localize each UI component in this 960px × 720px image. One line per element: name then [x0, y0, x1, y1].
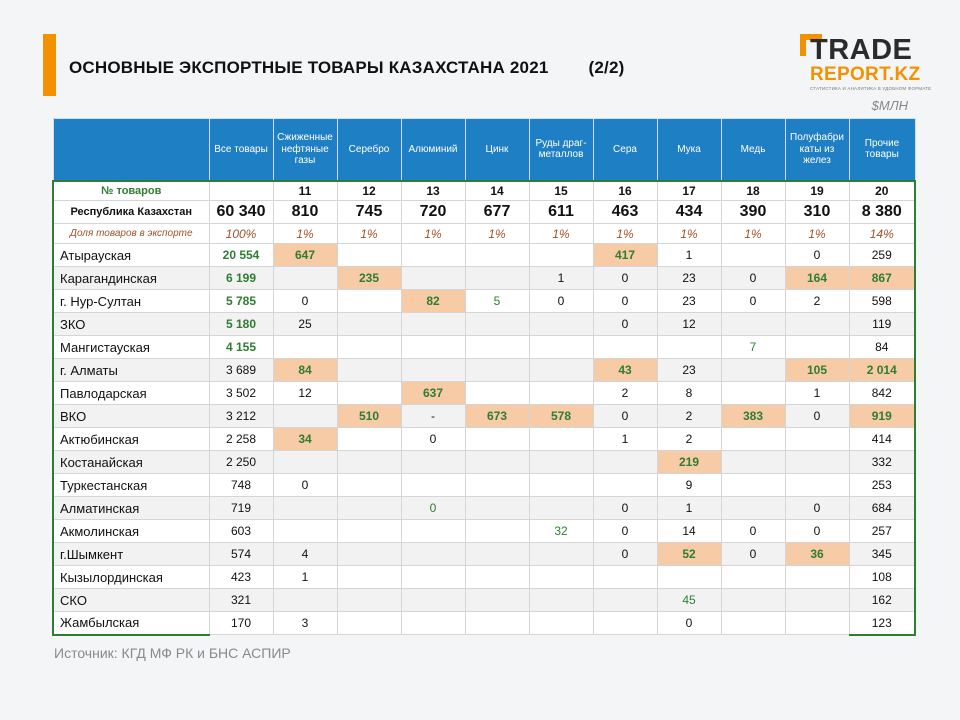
table-row-cell: 321: [209, 589, 273, 612]
table-row-cell: [337, 589, 401, 612]
table-row-cell: 0: [657, 612, 721, 635]
table-row-cell: г. Нур-Султан: [53, 290, 209, 313]
table-header-row-cell: Все товары: [209, 119, 273, 181]
table-row-cell: [721, 313, 785, 336]
table-row-cell: 259: [849, 244, 915, 267]
table-row-cell: 719: [209, 497, 273, 520]
table-row-cell: Акмолинская: [53, 520, 209, 543]
table-row: [53, 405, 915, 428]
table-row-cell: [273, 336, 337, 359]
table-row-cell: [401, 451, 465, 474]
table-row-cell: 14: [657, 520, 721, 543]
table-row-cell: [657, 566, 721, 589]
table-row-cell: 0: [593, 290, 657, 313]
table-row-cell: 2: [785, 290, 849, 313]
product-number-row-cell: 16: [593, 181, 657, 201]
export-share-row-cell: 1%: [529, 224, 593, 244]
table-row-cell: 417: [593, 244, 657, 267]
table-row-cell: [785, 589, 849, 612]
table-header-row-cell: Мука: [657, 119, 721, 181]
product-number-row-cell: 18: [721, 181, 785, 201]
table-row-cell: 5 180: [209, 313, 273, 336]
table-row-cell: [721, 451, 785, 474]
table-row: [53, 428, 915, 451]
table-header-row-cell: Цинк: [465, 119, 529, 181]
table-row-cell: 510: [337, 405, 401, 428]
table-row-cell: 0: [721, 543, 785, 566]
table-row-cell: 0: [273, 290, 337, 313]
table-row-cell: 0: [593, 313, 657, 336]
table-row-cell: 748: [209, 474, 273, 497]
table-row-cell: [465, 313, 529, 336]
table-row-cell: 0: [593, 267, 657, 290]
table-row-cell: [721, 566, 785, 589]
table-row-cell: 23: [657, 290, 721, 313]
table-row-cell: [337, 244, 401, 267]
table-row-cell: [337, 497, 401, 520]
product-number-row-cell: 17: [657, 181, 721, 201]
page-title-part: (2/2): [588, 58, 625, 77]
table-row-cell: [721, 589, 785, 612]
product-number-row-cell: 15: [529, 181, 593, 201]
table-row-cell: [529, 566, 593, 589]
table-row: [53, 497, 915, 520]
table-row-cell: 43: [593, 359, 657, 382]
table-row-cell: 0: [593, 405, 657, 428]
table-row-cell: 0: [593, 543, 657, 566]
table-row-cell: 1: [273, 566, 337, 589]
table-row-cell: 52: [657, 543, 721, 566]
table-row-cell: ВКО: [53, 405, 209, 428]
table-header-row-cell: Алюминий: [401, 119, 465, 181]
table-row-cell: 919: [849, 405, 915, 428]
table-row-cell: 8: [657, 382, 721, 405]
republic-total-row-cell: 60 340: [209, 201, 273, 224]
table-row-cell: 6 199: [209, 267, 273, 290]
table-row-cell: 162: [849, 589, 915, 612]
table-row-cell: [337, 451, 401, 474]
export-share-row-cell: 1%: [273, 224, 337, 244]
table-row-cell: 164: [785, 267, 849, 290]
table-row-cell: [465, 359, 529, 382]
table-row-cell: [401, 520, 465, 543]
table-row-cell: 0: [401, 497, 465, 520]
table-row-cell: Мангистауская: [53, 336, 209, 359]
table-row-cell: [465, 543, 529, 566]
table-row-cell: [337, 313, 401, 336]
table-row-cell: Кызылординская: [53, 566, 209, 589]
table-row-cell: [529, 589, 593, 612]
table-row-cell: 1: [529, 267, 593, 290]
table-row-cell: 2: [593, 382, 657, 405]
table-row-cell: [273, 451, 337, 474]
table-row-cell: [465, 474, 529, 497]
table-row-cell: 34: [273, 428, 337, 451]
table-row-cell: [465, 451, 529, 474]
table-row-cell: 119: [849, 313, 915, 336]
table-row-cell: [273, 520, 337, 543]
table-row-cell: Атырауская: [53, 244, 209, 267]
export-share-row-cell: 1%: [593, 224, 657, 244]
republic-total-row-cell: 8 380: [849, 201, 915, 224]
export-share-row-cell: 100%: [209, 224, 273, 244]
table-row: [53, 451, 915, 474]
logo-line1: TRADE: [810, 34, 913, 66]
table-row-cell: 82: [401, 290, 465, 313]
table-row-cell: [721, 612, 785, 635]
table-row-cell: [529, 336, 593, 359]
table-row-cell: [465, 612, 529, 635]
table-row-cell: 684: [849, 497, 915, 520]
table-header-row-cell: Полуфабри каты из желез: [785, 119, 849, 181]
table-row-cell: 4 155: [209, 336, 273, 359]
table-row: [53, 267, 915, 290]
table-row-cell: [529, 382, 593, 405]
table-row-cell: 7: [721, 336, 785, 359]
republic-total-row-cell: 463: [593, 201, 657, 224]
table-row-cell: 235: [337, 267, 401, 290]
table-row-cell: [337, 428, 401, 451]
table-row: [53, 336, 915, 359]
table-row-cell: [401, 612, 465, 635]
table-row-cell: 2 014: [849, 359, 915, 382]
table-row-cell: [529, 543, 593, 566]
table-row-cell: 12: [273, 382, 337, 405]
table-row-cell: [721, 428, 785, 451]
table-row-cell: [273, 589, 337, 612]
table-row-cell: 578: [529, 405, 593, 428]
table-row-cell: 598: [849, 290, 915, 313]
export-share-row-cell: 1%: [721, 224, 785, 244]
export-share-row-cell: 1%: [465, 224, 529, 244]
table-row-cell: 12: [657, 313, 721, 336]
product-number-row: [53, 181, 915, 201]
table-row-cell: 36: [785, 543, 849, 566]
table-row-cell: [401, 543, 465, 566]
table-row-cell: [529, 474, 593, 497]
table-row: [53, 313, 915, 336]
table-row-cell: Карагандинская: [53, 267, 209, 290]
page-title-main: ОСНОВНЫЕ ЭКСПОРТНЫЕ ТОВАРЫ КАЗАХСТАНА 2021: [69, 58, 549, 77]
table-row-cell: -: [401, 405, 465, 428]
table-row-cell: [785, 313, 849, 336]
table-row-cell: [721, 244, 785, 267]
table-row: [53, 543, 915, 566]
table-row-cell: 3 212: [209, 405, 273, 428]
table-row-cell: [401, 267, 465, 290]
table-row-cell: [465, 566, 529, 589]
table-header-row-cell: Серебро: [337, 119, 401, 181]
table-row-cell: 5: [465, 290, 529, 313]
table-row-cell: [593, 336, 657, 359]
table-row: [53, 566, 915, 589]
table-row-cell: 574: [209, 543, 273, 566]
product-number-row-cell: 20: [849, 181, 915, 201]
table-row-cell: [337, 566, 401, 589]
table-row-cell: [593, 612, 657, 635]
table-row: [53, 474, 915, 497]
table-row-cell: 414: [849, 428, 915, 451]
table-row: [53, 359, 915, 382]
table-row-cell: 257: [849, 520, 915, 543]
table-row-cell: 1: [593, 428, 657, 451]
table-row-cell: Жамбылская: [53, 612, 209, 635]
table-row-cell: [465, 267, 529, 290]
table-row-cell: 842: [849, 382, 915, 405]
table-row-cell: [721, 382, 785, 405]
table-row-cell: 0: [529, 290, 593, 313]
table-row: [53, 520, 915, 543]
table-row-cell: 0: [785, 405, 849, 428]
table-row-cell: Актюбинская: [53, 428, 209, 451]
table-row-cell: 123: [849, 612, 915, 635]
tradereport-logo: [800, 30, 932, 92]
table-row-cell: [401, 336, 465, 359]
table-row-cell: СКО: [53, 589, 209, 612]
product-number-row-cell: 12: [337, 181, 401, 201]
table-row-cell: 2: [657, 428, 721, 451]
table-row-cell: 3: [273, 612, 337, 635]
table-row-cell: [785, 428, 849, 451]
title-accent-bar: [43, 34, 56, 96]
table-row-cell: [785, 566, 849, 589]
table-row-cell: 4: [273, 543, 337, 566]
export-share-row-cell: 1%: [785, 224, 849, 244]
table-row: [53, 290, 915, 313]
table-row-cell: [337, 612, 401, 635]
export-share-row-cell: Доля товаров в экспорте: [53, 224, 209, 244]
table-header-row-cell: Сера: [593, 119, 657, 181]
table-row-cell: 2 258: [209, 428, 273, 451]
exports-table: [52, 118, 916, 636]
table-row-cell: [529, 428, 593, 451]
table-row-cell: ЗКО: [53, 313, 209, 336]
table-row-cell: 0: [401, 428, 465, 451]
republic-total-row-cell: 810: [273, 201, 337, 224]
table-row-cell: [401, 244, 465, 267]
source-note: Источник: КГД МФ РК и БНС АСПИР: [54, 645, 291, 661]
table-row-cell: Алматинская: [53, 497, 209, 520]
table-row-cell: [529, 497, 593, 520]
table-row: [53, 382, 915, 405]
table-row-cell: 0: [593, 497, 657, 520]
table-row-cell: 1: [785, 382, 849, 405]
table-row-cell: 9: [657, 474, 721, 497]
table-row-cell: 84: [849, 336, 915, 359]
page-title: [69, 58, 624, 78]
table-row: [53, 612, 915, 635]
table-row-cell: 5 785: [209, 290, 273, 313]
table-row-cell: [721, 497, 785, 520]
table-row-cell: 45: [657, 589, 721, 612]
table-row-cell: 23: [657, 359, 721, 382]
table-row-cell: 0: [721, 267, 785, 290]
table-header-row-cell: [53, 119, 209, 181]
table-row-cell: 1: [657, 244, 721, 267]
export-share-row-cell: 1%: [401, 224, 465, 244]
product-number-row-cell: [209, 181, 273, 201]
table-row-cell: Павлодарская: [53, 382, 209, 405]
table-row-cell: [657, 336, 721, 359]
table-header-row-cell: Руды драг-металлов: [529, 119, 593, 181]
republic-total-row-cell: 310: [785, 201, 849, 224]
table-row-cell: 0: [273, 474, 337, 497]
table-row-cell: 332: [849, 451, 915, 474]
table-row-cell: [337, 382, 401, 405]
export-share-row-cell: 14%: [849, 224, 915, 244]
table-row-cell: г. Алматы: [53, 359, 209, 382]
table-row-cell: 0: [721, 520, 785, 543]
republic-total-row-cell: 390: [721, 201, 785, 224]
table-row-cell: [337, 520, 401, 543]
table-row-cell: [785, 612, 849, 635]
republic-total-row-cell: 434: [657, 201, 721, 224]
table-row-cell: 108: [849, 566, 915, 589]
table-row-cell: [785, 474, 849, 497]
table-row-cell: 2 250: [209, 451, 273, 474]
table-row-cell: [401, 359, 465, 382]
table-row-cell: 20 554: [209, 244, 273, 267]
table-row-cell: [593, 589, 657, 612]
table-row-cell: [721, 474, 785, 497]
table-row-cell: 0: [785, 244, 849, 267]
table-row-cell: [465, 428, 529, 451]
table-row: [53, 244, 915, 267]
table-row-cell: 0: [721, 290, 785, 313]
table-row-cell: 345: [849, 543, 915, 566]
table-row-cell: [529, 612, 593, 635]
product-number-row-cell: 13: [401, 181, 465, 201]
logo-tagline: СТАТИСТИКА И АНАЛИТИКА В УДОБНОМ ФОРМАТЕ: [810, 86, 932, 91]
table-row-cell: [337, 336, 401, 359]
table-row-cell: [465, 244, 529, 267]
table-row-cell: 3 689: [209, 359, 273, 382]
table-row-cell: 2: [657, 405, 721, 428]
republic-total-row-cell: 745: [337, 201, 401, 224]
table-row-cell: [465, 497, 529, 520]
table-row-cell: 603: [209, 520, 273, 543]
table-row-cell: [593, 566, 657, 589]
table-row-cell: [465, 336, 529, 359]
table-row-cell: [593, 451, 657, 474]
table-row-cell: [337, 290, 401, 313]
product-number-row-cell: 14: [465, 181, 529, 201]
table-row-cell: [337, 543, 401, 566]
table-row-cell: [529, 244, 593, 267]
table-row: [53, 589, 915, 612]
table-row-cell: 3 502: [209, 382, 273, 405]
table-row-cell: [785, 336, 849, 359]
product-number-row-cell: № товаров: [53, 181, 209, 201]
table-row-cell: [273, 267, 337, 290]
table-row-cell: Туркестанская: [53, 474, 209, 497]
table-header-row-cell: Медь: [721, 119, 785, 181]
table-row-cell: [529, 451, 593, 474]
republic-total-row-cell: 611: [529, 201, 593, 224]
table-row-cell: 673: [465, 405, 529, 428]
table-row-cell: [465, 382, 529, 405]
table-header-row: [53, 119, 915, 181]
table-row-cell: 1: [657, 497, 721, 520]
table-row-cell: 219: [657, 451, 721, 474]
table-row-cell: [529, 313, 593, 336]
export-share-row-cell: 1%: [337, 224, 401, 244]
republic-total-row-cell: 677: [465, 201, 529, 224]
table-row-cell: [401, 313, 465, 336]
table-row-cell: [593, 474, 657, 497]
table-row-cell: 0: [593, 520, 657, 543]
table-row-cell: [401, 474, 465, 497]
product-number-row-cell: 19: [785, 181, 849, 201]
table-row-cell: [273, 497, 337, 520]
table-row-cell: 0: [785, 520, 849, 543]
table-row-cell: 32: [529, 520, 593, 543]
table-row-cell: 170: [209, 612, 273, 635]
table-row-cell: 867: [849, 267, 915, 290]
table-header-row-cell: Сжиженные нефтяные газы: [273, 119, 337, 181]
table-row-cell: 0: [785, 497, 849, 520]
table-row-cell: Костанайская: [53, 451, 209, 474]
table-row-cell: 423: [209, 566, 273, 589]
table-row-cell: 84: [273, 359, 337, 382]
table-row-cell: 105: [785, 359, 849, 382]
table-row-cell: [529, 359, 593, 382]
table-header-row-cell: Прочие товары: [849, 119, 915, 181]
table-row-cell: [721, 359, 785, 382]
table-row-cell: [273, 405, 337, 428]
table-row-cell: г.Шымкент: [53, 543, 209, 566]
export-share-row-cell: 1%: [657, 224, 721, 244]
table-row-cell: 253: [849, 474, 915, 497]
republic-total-row-cell: Республика Казахстан: [53, 201, 209, 224]
table-row-cell: [401, 589, 465, 612]
table-row-cell: 637: [401, 382, 465, 405]
republic-total-row: [53, 201, 915, 224]
table-row-cell: 23: [657, 267, 721, 290]
logo-line2: REPORT.KZ: [810, 64, 921, 85]
table-row-cell: [465, 589, 529, 612]
republic-total-row-cell: 720: [401, 201, 465, 224]
table-row-cell: [465, 520, 529, 543]
product-number-row-cell: 11: [273, 181, 337, 201]
table-row-cell: [337, 359, 401, 382]
units-label: $МЛН: [871, 98, 908, 113]
table-row-cell: 25: [273, 313, 337, 336]
table-row-cell: 647: [273, 244, 337, 267]
table-row-cell: [401, 566, 465, 589]
table-row-cell: 383: [721, 405, 785, 428]
export-share-row: [53, 224, 915, 244]
table-row-cell: [337, 474, 401, 497]
table-row-cell: [785, 451, 849, 474]
